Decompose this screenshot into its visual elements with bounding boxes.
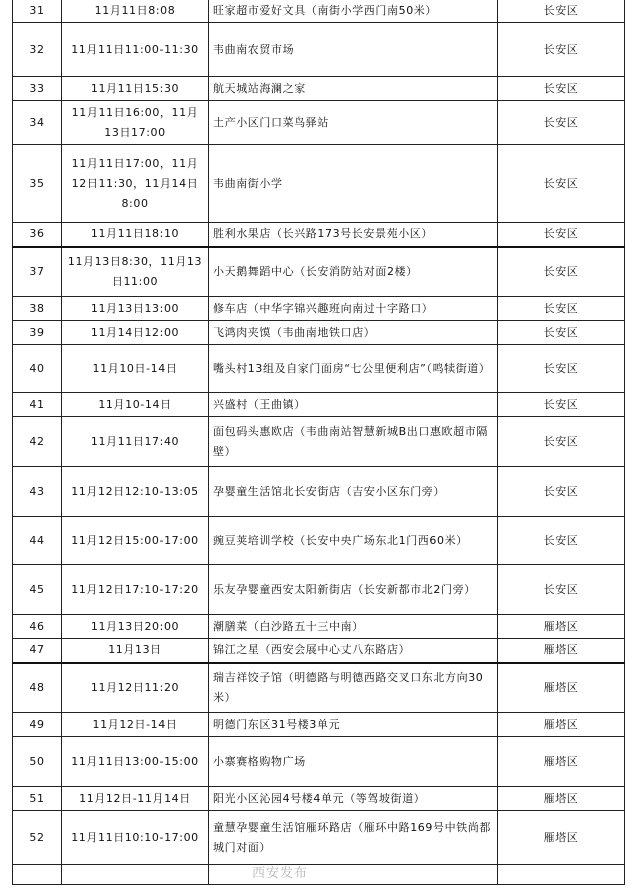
time-cell: 11月11日11:00-11:30	[62, 23, 209, 77]
table-row	[13, 223, 625, 247]
place-cell: 潮膳菜（白沙路五十三中南）	[209, 615, 498, 639]
place-cell: 童慧孕婴童生活馆雁环路店（雁环中路169号中铁尚都城门对面）	[209, 811, 498, 865]
place-cell: 胜利水果店（长兴路173号长安景苑小区）	[209, 223, 498, 247]
time-cell: 11月12日-14日	[62, 713, 209, 737]
row-number-cell: 44	[13, 517, 62, 565]
row-number-cell: 34	[13, 101, 62, 145]
table-row	[13, 77, 625, 101]
table-row	[13, 297, 625, 321]
place-cell: 韦曲南农贸市场	[209, 23, 498, 77]
place-cell: 旺家超市爱好文具（南街小学西门南50米）	[209, 0, 498, 23]
row-number-cell: 37	[13, 247, 62, 297]
table-row	[13, 23, 625, 77]
district-cell: 长安区	[498, 23, 625, 77]
district-cell: 雁塔区	[498, 663, 625, 713]
district-cell: 长安区	[498, 145, 625, 223]
district-cell	[498, 865, 625, 885]
time-cell: 11月13日20:00	[62, 615, 209, 639]
row-number-cell: 33	[13, 77, 62, 101]
district-cell: 长安区	[498, 393, 625, 417]
table-row	[13, 517, 625, 565]
row-number-cell	[13, 865, 62, 885]
row-number-cell: 47	[13, 639, 62, 663]
table-row	[13, 865, 625, 885]
row-number-cell: 40	[13, 345, 62, 393]
table-row	[13, 713, 625, 737]
row-number-cell: 39	[13, 321, 62, 345]
time-cell: 11月13日8:30，11月13日11:00	[62, 247, 209, 297]
place-cell: 修车店（中华字锦兴趣班向南过十字路口）	[209, 297, 498, 321]
row-number-cell: 50	[13, 737, 62, 787]
district-cell: 长安区	[498, 247, 625, 297]
time-cell: 11月13日	[62, 639, 209, 663]
closed-places-table	[12, 0, 625, 885]
table-row	[13, 247, 625, 297]
time-cell: 11月12日11:20	[62, 663, 209, 713]
row-number-cell: 45	[13, 565, 62, 615]
place-cell: 兴盛村（王曲镇）	[209, 393, 498, 417]
district-cell: 雁塔区	[498, 737, 625, 787]
place-cell: 嘴头村13组及自家门面房“七公里便利店”（鸣犊街道）	[209, 345, 498, 393]
table-row	[13, 417, 625, 467]
district-cell: 雁塔区	[498, 639, 625, 663]
table-row	[13, 811, 625, 865]
time-cell: 11月11日10:10-17:00	[62, 811, 209, 865]
time-cell: 11月11日18:10	[62, 223, 209, 247]
row-number-cell: 52	[13, 811, 62, 865]
watermark: 西安发布	[252, 866, 309, 881]
district-cell: 长安区	[498, 517, 625, 565]
district-cell: 长安区	[498, 321, 625, 345]
district-cell: 长安区	[498, 77, 625, 101]
place-cell: 面包码头惠欧店（韦曲南站智慧新城B出口惠欧超市隔壁）	[209, 417, 498, 467]
time-cell: 11月11日17:00，11月12日11:30，11月14日8:00	[62, 145, 209, 223]
place-cell: 小天鹅舞蹈中心（长安消防站对面2楼）	[209, 247, 498, 297]
row-number-cell: 49	[13, 713, 62, 737]
district-cell: 长安区	[498, 345, 625, 393]
row-number-cell: 35	[13, 145, 62, 223]
time-cell: 11月12日-11月14日	[62, 787, 209, 811]
row-number-cell: 48	[13, 663, 62, 713]
row-number-cell: 43	[13, 467, 62, 517]
district-cell: 长安区	[498, 223, 625, 247]
table-row	[13, 737, 625, 787]
district-cell: 长安区	[498, 0, 625, 23]
table-body	[13, 0, 625, 885]
time-cell: 11月11日15:30	[62, 77, 209, 101]
time-cell: 11月12日15:00-17:00	[62, 517, 209, 565]
place-cell: 瑞吉祥饺子馆（明德路与明德西路交叉口东北方向30米）	[209, 663, 498, 713]
place-cell: 明德门东区31号楼3单元	[209, 713, 498, 737]
district-cell: 雁塔区	[498, 713, 625, 737]
time-cell: 11月12日17:10-17:20	[62, 565, 209, 615]
table-row	[13, 639, 625, 663]
place-cell: 韦曲南街小学	[209, 145, 498, 223]
time-cell	[62, 865, 209, 885]
district-cell: 长安区	[498, 565, 625, 615]
time-cell: 11月13日13:00	[62, 297, 209, 321]
time-cell: 11月11日16:00，11月13日17:00	[62, 101, 209, 145]
place-cell	[209, 865, 498, 885]
place-cell: 航天城站海澜之家	[209, 77, 498, 101]
time-cell: 11月11日17:40	[62, 417, 209, 467]
time-cell: 11月11日13:00-15:00	[62, 737, 209, 787]
time-cell: 11月10-14日	[62, 393, 209, 417]
district-cell: 雁塔区	[498, 787, 625, 811]
table-row	[13, 663, 625, 713]
table-row	[13, 145, 625, 223]
time-cell: 11月10日-14日	[62, 345, 209, 393]
place-cell: 小寨赛格购物广场	[209, 737, 498, 787]
row-number-cell: 32	[13, 23, 62, 77]
table-row	[13, 0, 625, 23]
place-cell: 锦江之星（西安会展中心丈八东路店）	[209, 639, 498, 663]
time-cell: 11月11日8:08	[62, 0, 209, 23]
row-number-cell: 38	[13, 297, 62, 321]
place-cell: 土产小区门口菜鸟驿站	[209, 101, 498, 145]
table-row	[13, 787, 625, 811]
table-row	[13, 467, 625, 517]
table-row	[13, 321, 625, 345]
table-row	[13, 565, 625, 615]
row-number-cell: 46	[13, 615, 62, 639]
district-cell: 长安区	[498, 467, 625, 517]
table-row	[13, 345, 625, 393]
district-cell: 长安区	[498, 417, 625, 467]
district-cell: 雁塔区	[498, 615, 625, 639]
place-cell: 阳光小区沁园4号楼4单元（等驾坡街道）	[209, 787, 498, 811]
table-row	[13, 101, 625, 145]
time-cell: 11月12日12:10-13:05	[62, 467, 209, 517]
row-number-cell: 36	[13, 223, 62, 247]
district-cell: 长安区	[498, 101, 625, 145]
table-row	[13, 393, 625, 417]
row-number-cell: 41	[13, 393, 62, 417]
place-cell: 孕婴童生活馆北长安街店（吉安小区东门旁）	[209, 467, 498, 517]
district-cell: 雁塔区	[498, 811, 625, 865]
time-cell: 11月14日12:00	[62, 321, 209, 345]
row-number-cell: 31	[13, 0, 62, 23]
row-number-cell: 51	[13, 787, 62, 811]
place-cell: 飞鸿肉夹馍（韦曲南地铁口店）	[209, 321, 498, 345]
place-cell: 乐友孕婴童西安太阳新街店（长安新都市北2门旁）	[209, 565, 498, 615]
row-number-cell: 42	[13, 417, 62, 467]
place-cell: 豌豆荚培训学校（长安中央广场东北1门西60米）	[209, 517, 498, 565]
table-row	[13, 615, 625, 639]
district-cell: 长安区	[498, 297, 625, 321]
